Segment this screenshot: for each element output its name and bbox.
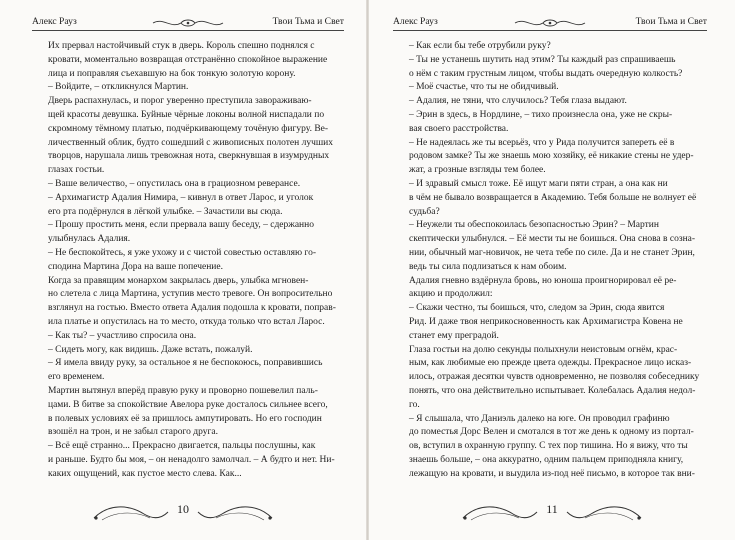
text-line: творцов, нарушала лишь тревожная нота, сверкнувшая в изумрудных xyxy=(48,151,330,162)
text-line: и раньше. Будто бы моя, – он ненадолго замолчал. – А будто и нет. Ни- xyxy=(48,454,335,465)
text-line: го. xyxy=(409,399,420,410)
page-number: 11 xyxy=(546,502,558,516)
body-text xyxy=(395,40,707,482)
text-line: ила платье и опустилась на то место, откуда только что встал Ларос. xyxy=(48,316,325,327)
text-line: в полевых условиях её за пришлось ампутировать. Но его господин xyxy=(48,413,322,424)
text-line: – Неужели ты обеспокоилась безопасностью Эрин? – Мартин xyxy=(409,220,659,231)
text-line: личественный облик, будто сошедший с живописных полотен лучших xyxy=(48,137,333,148)
text-line: – Сидеть могу, как видишь. Даже встать, пожалуй. xyxy=(48,344,253,355)
text-line: улыбнулась Адалия. xyxy=(48,234,131,245)
text-line: – Скажи честно, ты боишься, что, следом за Эрин, сюда явится xyxy=(409,303,665,314)
right-page xyxy=(369,0,735,540)
text-line: кровати, моментально возвращая отстранённо спокойное выражение xyxy=(48,54,328,65)
text-line: ным, как любимые ею прежде цвета одежды. Прекрасное лицо исказ- xyxy=(409,358,692,369)
text-line: судьба? xyxy=(409,206,440,217)
text-line: станет ему преградой. xyxy=(409,330,499,341)
text-line: Адалия гневно вздёрнула бровь, но юноша проигнорировал её ре- xyxy=(409,275,677,286)
header-ornament-icon xyxy=(151,17,225,29)
text-line: – И здравый смысл тоже. Её ищут маги пяти стран, а она как ни xyxy=(409,178,668,189)
text-line: – Архимагистр Адалия Нимира, – кивнул в ответ Ларос, и уголок xyxy=(48,192,314,203)
text-line: – Моё счастье, что ты не обидчивый. xyxy=(409,82,559,93)
text-line: Рид. И даже твоя неприкосновенность как Архимагистра Ковена не xyxy=(409,316,683,327)
text-line: в чём не бывало возвращается в Академию. Тебя больше не волнует её xyxy=(409,192,697,203)
running-header xyxy=(32,16,344,32)
text-line: – Я слышала, что Даниэль далеко на юге. Он проводил графиню xyxy=(409,413,670,424)
text-line: Глаза гостьи на долю секунды полыхнули неистовым огнём, крас- xyxy=(409,344,678,355)
text-line: родовом замке? Ты же знаешь мою хозяйку, её никакие стены не удер- xyxy=(409,151,694,162)
text-line: – Как если бы тебе отрубили руку? xyxy=(409,41,551,51)
header-author: Алекс Рауз xyxy=(32,16,77,27)
text-line: – Я имела ввиду руку, за остальное я не беспокоюсь, поправившись xyxy=(48,358,323,369)
text-line: цами. В битве за спокойствие Авелора руке досталось сильнее всего, xyxy=(48,399,328,410)
left-page xyxy=(0,0,366,540)
text-line: до поместья Дорс Велен и смотался в тот же день к одному из портал- xyxy=(409,427,694,438)
text-line: щей красоты девушка. Буйные чёрные локоны волной ниспадали по xyxy=(48,109,325,120)
text-line: – Ваше величество, – опустилась она в грациозном реверансе. xyxy=(48,178,301,189)
header-author: Алекс Рауз xyxy=(393,16,438,27)
text-line: – Адалия, не тяни, что случилось? Тебя глаза выдают. xyxy=(409,96,627,107)
text-line: илось, отражая десятки чувств одновременно, не позволяя собеседнику xyxy=(409,372,700,383)
header-book-title: Твои Тьма и Свет xyxy=(272,16,344,27)
text-line: – Не беспокойтесь, я уже ухожу и с чистой совестью оставляю го- xyxy=(48,247,316,258)
folio xyxy=(88,496,278,526)
text-line: ов, вступил в охранную группу. С тех пор тишина. Но я вижу, что ты xyxy=(409,441,688,452)
text-line: лежащую на кровати, и выудила из-под неё письмо, в которое так вни- xyxy=(409,468,695,479)
header-ornament-icon xyxy=(513,17,587,29)
text-line: его временем. xyxy=(48,372,105,383)
running-header xyxy=(393,16,707,32)
text-line: нии, обычный маг-новичок, не чета тебе по силе. Да и не станет Эрин, xyxy=(409,247,695,258)
page-number: 10 xyxy=(177,502,189,516)
body-text xyxy=(34,40,346,482)
text-line: – Не надеялась же ты всерьёз, что у Рида получится запереть её в xyxy=(409,137,675,148)
text-line: его рта подёрнулся в лёгкой улыбке. – Зачастили вы сюда. xyxy=(48,206,283,217)
header-book-title: Твои Тьма и Свет xyxy=(635,16,707,27)
text-line: – Всё ещё странно... Прекрасно двигается, пальцы послушны, как xyxy=(48,441,316,452)
text-line: Мартин вытянул вперёд правую руку и проворно пошевелил паль- xyxy=(48,385,318,396)
text-line: знаешь больше, – она аккуратно, одним пальцем приподняла книгу, xyxy=(409,454,684,465)
text-line: – Ты не устанешь шутить над этим? Ты каждый раз спрашиваешь xyxy=(409,54,676,65)
text-line: Их прервал настойчивый стук в дверь. Король спешно поднялся с xyxy=(48,41,315,51)
text-line: каких ощущений, как пустое место слева. Как... xyxy=(48,468,242,479)
text-line: но слетела с лица Мартина, уступив место тревоге. Он вопросительно xyxy=(48,289,333,300)
text-line: взглянул на гостью. Вместо ответа Адалия подошла к кровати, поправ- xyxy=(48,303,336,314)
text-line: понять, что она действительно испытывает. Колебалась Адалия недол- xyxy=(409,385,696,396)
text-line: скромному тёмному платью, подчёркивающему точёную фигуру. Ве- xyxy=(48,123,329,134)
text-line: лица и поправляя съехавшую на бок тонкую золотую корону. xyxy=(48,68,296,79)
text-line: – Эрин в здесь, в Нордлине, – тихо произнесла она, уже не скры- xyxy=(409,109,673,120)
text-line: о нём с таким грустным лицом, чтобы выдать очередную колкость? xyxy=(409,68,683,79)
text-line: вая своего расстройства. xyxy=(409,123,509,134)
text-line: – Войдите, – откликнулся Мартин. xyxy=(48,82,189,93)
text-line: взошёл на трон, и не забыл старого друга. xyxy=(48,427,218,438)
text-line: – Как ты? – участливо спросила она. xyxy=(48,330,197,341)
text-line: скептически улыбнулся. – Её мести ты не боишься. Она снова в созна- xyxy=(409,234,696,245)
header-rule xyxy=(393,30,707,31)
text-line: глазах гостьи. xyxy=(48,165,105,176)
text-line: акцию и продолжил: xyxy=(409,289,493,300)
text-line: жат, а грозные взгляды тем более. xyxy=(409,165,546,176)
text-line: сподина Мартина Дора на ваше попечение. xyxy=(48,261,223,272)
header-rule xyxy=(32,30,344,31)
text-line: Когда за правящим монархом закрылась дверь, улыбка мгновен- xyxy=(48,275,309,286)
text-line: – Прошу простить меня, если прервала вашу беседу, – сдержанно xyxy=(48,220,314,231)
folio xyxy=(457,496,647,526)
text-line: ведь ты сила подлизаться к нам обоим. xyxy=(409,261,567,272)
text-line: Дверь распахнулась, и порог уверенно преступила завораживаю- xyxy=(48,96,312,107)
